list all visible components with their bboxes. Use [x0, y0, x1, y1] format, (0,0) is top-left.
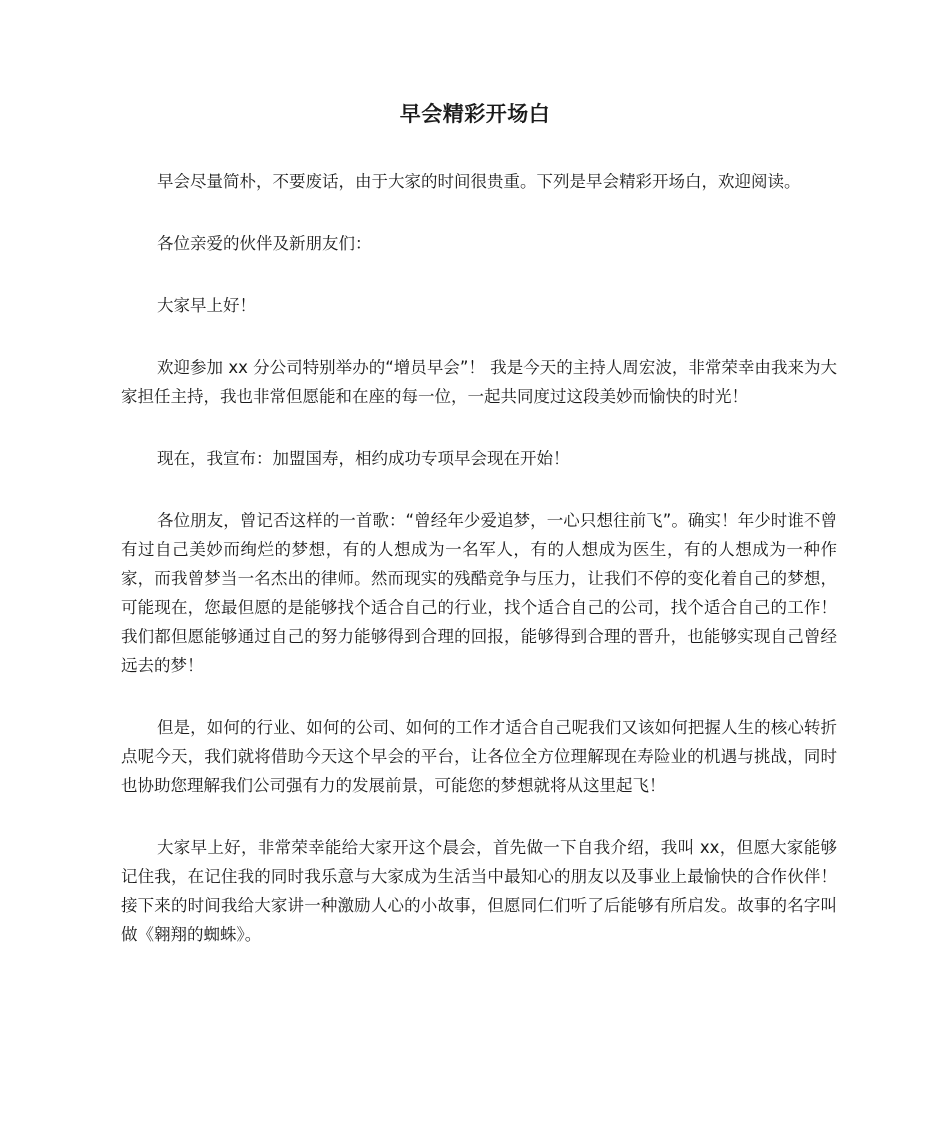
paragraph-welcome: 欢迎参加 xx 分公司特别举办的“增员早会”！ 我是今天的主持人周宏波，非常荣幸由我来为大家担任主持，我也非常但愿能和在座的每一位，一起共同度过这段美妙而愉快的时光！ — [121, 358, 837, 406]
document-title: 早会精彩开场白 — [399, 102, 551, 126]
paragraph-greeting-audience: 各位亲爱的伙伴及新朋友们： — [157, 234, 372, 253]
document-body — [121, 167, 837, 982]
paragraph-self-introduction: 大家早上好，非常荣幸能给大家开这个晨会，首先做一下自我介绍，我叫 xx，但愿大家能够记住我，在记住我的同时我乐意与大家成为生活当中最知心的朋友以及事业上最愉快的合作伙伴！接下来的时间我给大家讲一种激励人心的小故事，但愿同仁们听了后能够有所启发。故事的名字叫做《翱翔的蜘蛛》。 — [121, 838, 837, 944]
paragraph-announcement: 现在，我宣布：加盟国寿，相约成功专项早会现在开始！ — [157, 449, 570, 468]
paragraph-good-morning: 大家早上好！ — [157, 296, 256, 315]
paragraph-opportunity: 但是，如何的行业、如何的公司、如何的工作才适合自己呢我们又该如何把握人生的核心转折点呢今天，我们就将借助今天这个早会的平台，让各位全方位理解现在寿险业的机遇与挑战，同时也协助您理解我们公司强有力的发展前景，可能您的梦想就将从这里起飞！ — [121, 718, 837, 795]
paragraph-dreams: 各位朋友，曾记否这样的一首歌：“曾经年少爱追梦，一心只想往前飞”。确实！年少时谁不曾有过自己美妙而绚烂的梦想，有的人想成为一名军人，有的人想成为医生，有的人想成为一种作家，而我曾梦当一名杰出的律师。然而现实的残酷竞争与压力，让我们不停的变化着自己的梦想，可能现在，您最但愿的是能够找个适合自己的行业，找个适合自己的公司，找个适合自己的工作！我们都但愿能够通过自己的努力能够得到合理的回报，能够得到合理的晋升，也能够实现自己曾经远去的梦！ — [121, 511, 837, 675]
paragraph-intro: 早会尽量简朴，不要废话，由于大家的时间很贵重。下列是早会精彩开场白，欢迎阅读。 — [157, 172, 801, 191]
